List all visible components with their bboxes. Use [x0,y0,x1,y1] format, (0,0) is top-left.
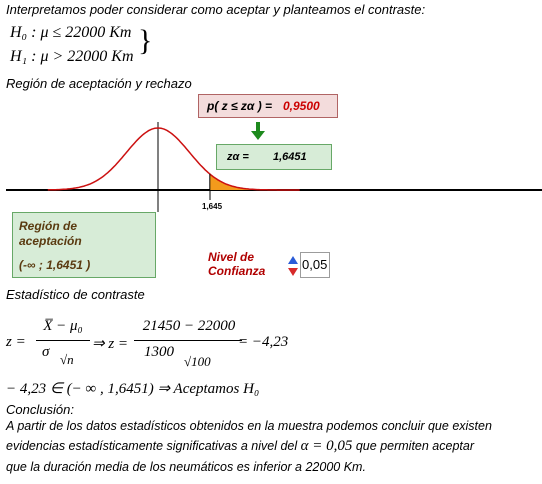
region-title: Región de aceptación y rechazo [6,76,192,91]
confidence-label [208,250,278,278]
intro-text: Interpretamos poder considerar como aceptar y planteamos el contraste: [6,2,426,17]
down-arrow-icon [251,122,265,140]
hypothesis-brace: } [138,24,153,57]
formula-z-eq: z = [6,334,26,350]
formula-denominator-2: 1300 [144,344,174,360]
formula-numerator-1: X̅ − μ₀ [43,318,83,334]
confidence-label-line1: Nivel de [208,250,255,264]
conclusion-line-2 [6,438,474,455]
conclusion-line-1: A partir de los datos estadísticos obtenidos en la muestra podemos concluir que existen [6,419,492,433]
critical-tick-label: 1,645 [202,202,223,211]
conclusion-line-3: que la duración media de los neumáticos es inferior a 22000 Km. [6,460,366,474]
spinner-down-icon[interactable] [288,268,298,276]
z-alpha-label: zα = [227,151,249,163]
formula-sigma: σ [42,344,50,360]
formula-numerator-2: 21450 − 22000 [142,318,236,334]
alpha-value: α = 0,05 [300,438,353,454]
hypothesis-h1: H₁ : μ > 22000 Km [10,48,134,65]
probability-value: 0,9500 [283,99,320,113]
confidence-value-field[interactable]: 0,05 [300,252,330,278]
conclusion-line-2-end: que permiten aceptar [355,439,474,453]
confidence-spinner[interactable] [286,252,300,280]
probability-box [198,94,338,118]
acceptance-label-line1: Región de [19,219,78,233]
formula-sqrt-n: √n [60,352,74,367]
fraction-bar-2 [134,340,242,341]
formula-sqrt-100: √100 [184,354,211,369]
z-alpha-box [216,144,332,170]
confidence-label-line2: Confianza [208,264,266,278]
formula-result: = −4,23 [238,334,289,350]
test-statistic-formula [6,314,306,378]
acceptance-range: (-∞ ; 1,6451 ) [19,258,91,272]
z-alpha-value: 1,6451 [273,151,307,163]
statistic-title: Estadístico de contraste [6,287,145,302]
decision-line: − 4,23 ∈ (− ∞ , 1,6451) ⇒ Aceptamos H₀ [6,381,260,397]
spinner-up-icon[interactable] [288,256,298,264]
conclusion-title: Conclusión: [6,402,74,417]
formula-arrow-z: ⇒ z = [92,336,129,352]
probability-label: p( z ≤ zα ) = [207,99,273,113]
acceptance-label-line2: aceptación [19,234,82,248]
hypothesis-h0: H₀ : μ ≤ 22000 Km [10,24,132,41]
conclusion-line-2-text: evidencias estadísticamente significativas a nivel del [6,439,298,453]
fraction-bar-1 [36,340,90,341]
acceptance-region-box [12,212,156,278]
